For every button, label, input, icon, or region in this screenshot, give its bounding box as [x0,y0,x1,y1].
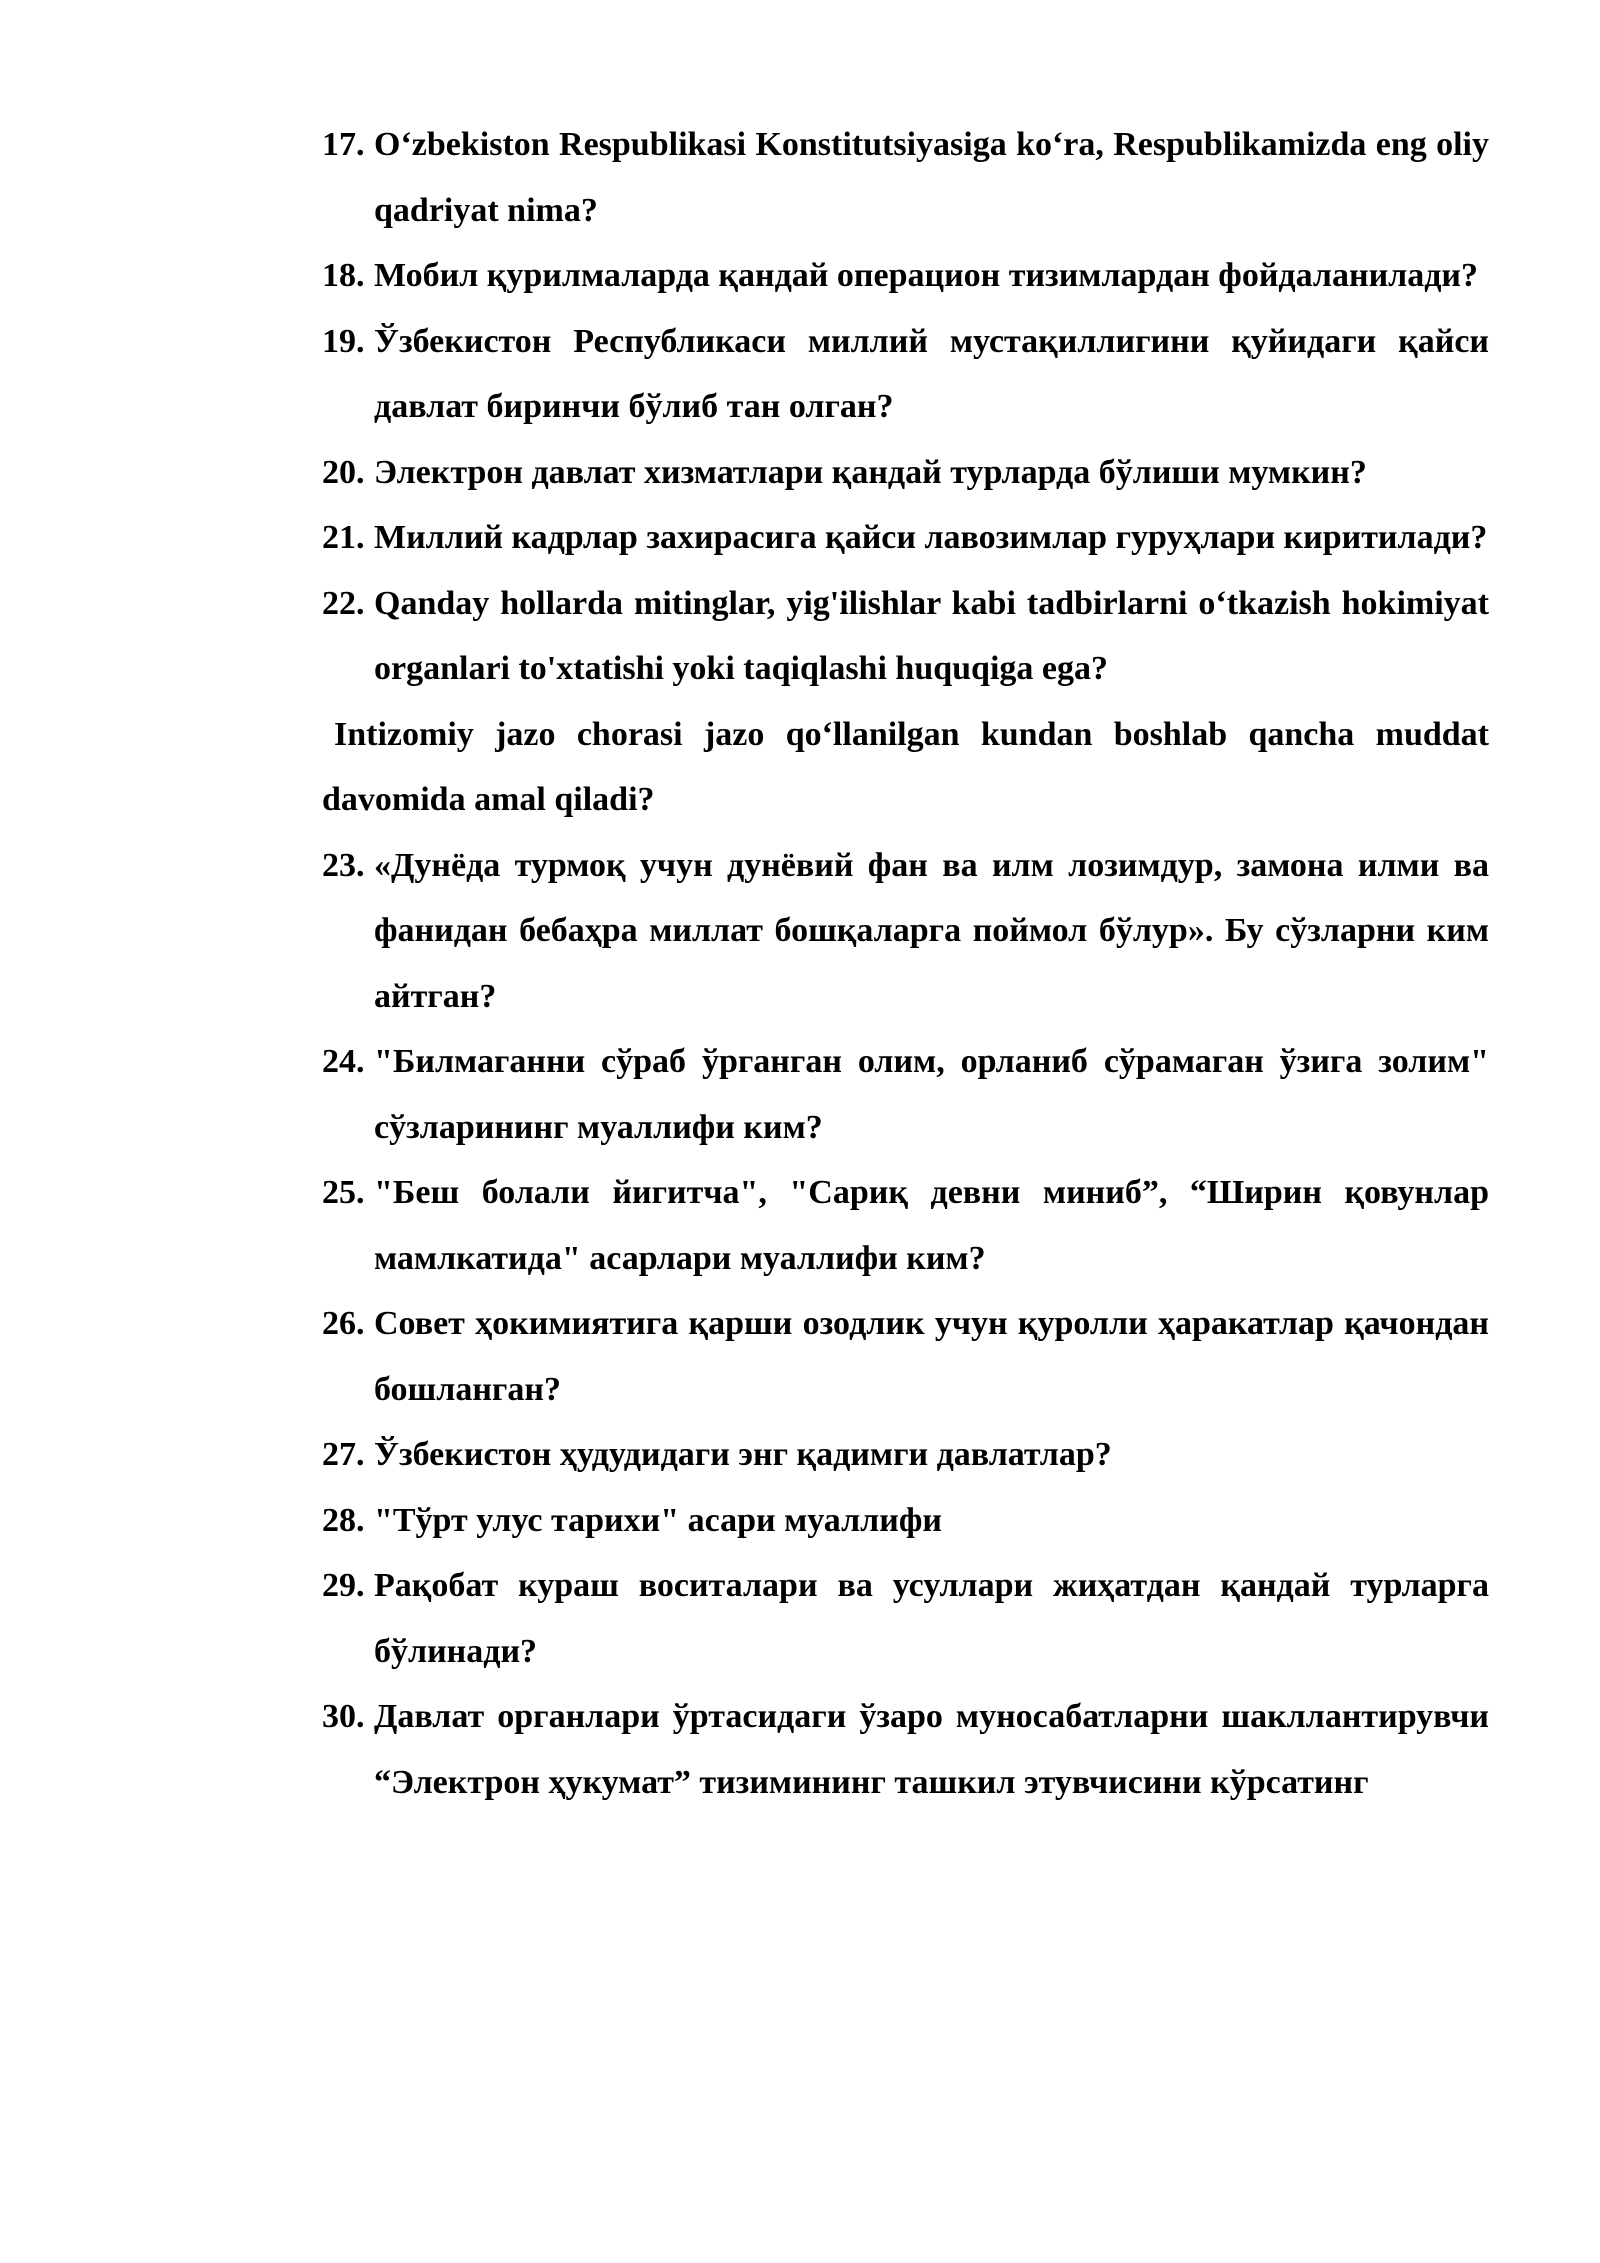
question-text: Мобил қурилмаларда қандай операцион тизимлардан фойдаланилади? [374,257,1479,294]
question-item [322,1553,1489,1684]
question-number: 22. [322,584,365,622]
question-number: 28. [322,1501,365,1539]
question-item [322,1422,1489,1488]
question-text: Ўзбекистон ҳудудидаги энг қадимги давлатлар? [374,1436,1112,1473]
question-text: O‘zbekiston Respublikasi Konstitutsiyasiga ko‘ra, Respublikamizda eng oliy qadriyat nima? [374,126,1489,229]
question-number: 17. [322,126,365,163]
question-item [322,112,1489,243]
question-text: Intizomiy jazo chorasi jazo qo‘llanilgan kundan boshlab qancha muddat davomida amal qiladi? [322,715,1489,818]
question-number: 29. [322,1567,365,1604]
question-item [322,1160,1489,1291]
question-item [322,243,1489,309]
question-text: Миллий кадрлар захирасига қайси лавозимлар гуруҳлари киритилади? [374,519,1488,556]
question-text: Ўзбекистон Республикаси миллий мустақиллигини қуйидаги қайси давлат биринчи бўлиб тан олган? [374,322,1489,425]
question-number: 18. [322,257,365,294]
question-item [322,833,1489,1030]
question-text: Совет ҳокимиятига қарши озодлик учун қуролли ҳаракатлар қачондан бошланган? [374,1305,1489,1408]
question-number: 24. [322,1043,365,1080]
question-text: Электрон давлат хизматлари қандай турларда бўлиши мумкин? [374,453,1367,491]
question-number: 20. [322,453,365,491]
question-item-unnumbered [322,702,1489,833]
question-text: Qanday hollarda mitinglar, yig'ilishlar kabi tadbirlarni o‘tkazish hokimiyat organlari to'xtatishi yoki taqiqlashi huquqiga ega? [374,584,1489,687]
question-number: 21. [322,519,365,556]
question-text: "Беш болали йигитча", "Сариқ девни миниб”, “Ширин қовунлар мамлкатида" асарлари муаллифи ким? [374,1174,1489,1277]
question-item [322,505,1489,571]
question-number: 27. [322,1436,365,1473]
question-text: "Тўрт улус тарихи" асари муаллифи [374,1501,942,1539]
question-number: 30. [322,1698,365,1735]
question-item [322,571,1489,702]
question-number: 19. [322,322,365,360]
question-item [322,309,1489,440]
question-item [322,440,1489,506]
question-text: Давлат органлари ўртасидаги ўзаро муносабатларни шакллантирувчи “Электрон ҳукумат” тизимининг ташкил этувчисини кўрсатинг [374,1698,1489,1801]
question-text: «Дунёда турмоқ учун дунёвий фан ва илм лозимдур, замона илми ва фанидан бебаҳра миллат бошқаларга поймол бўлур». Бу сўзларни ким айтган? [374,846,1489,1015]
question-item [322,1029,1489,1160]
question-text: "Билмаганни сўраб ўрганган олим, орланиб сўрамаган ўзига золим" сўзларининг муаллифи ким? [374,1043,1489,1146]
question-list [322,112,1489,1815]
question-number: 23. [322,846,365,884]
question-item [322,1291,1489,1422]
question-number: 25. [322,1174,365,1211]
question-item [322,1684,1489,1815]
question-number: 26. [322,1305,365,1342]
question-text: Рақобат кураш воситалари ва усуллари жиҳатдан қандай турларга бўлинади? [374,1567,1489,1670]
question-item [322,1488,1489,1554]
